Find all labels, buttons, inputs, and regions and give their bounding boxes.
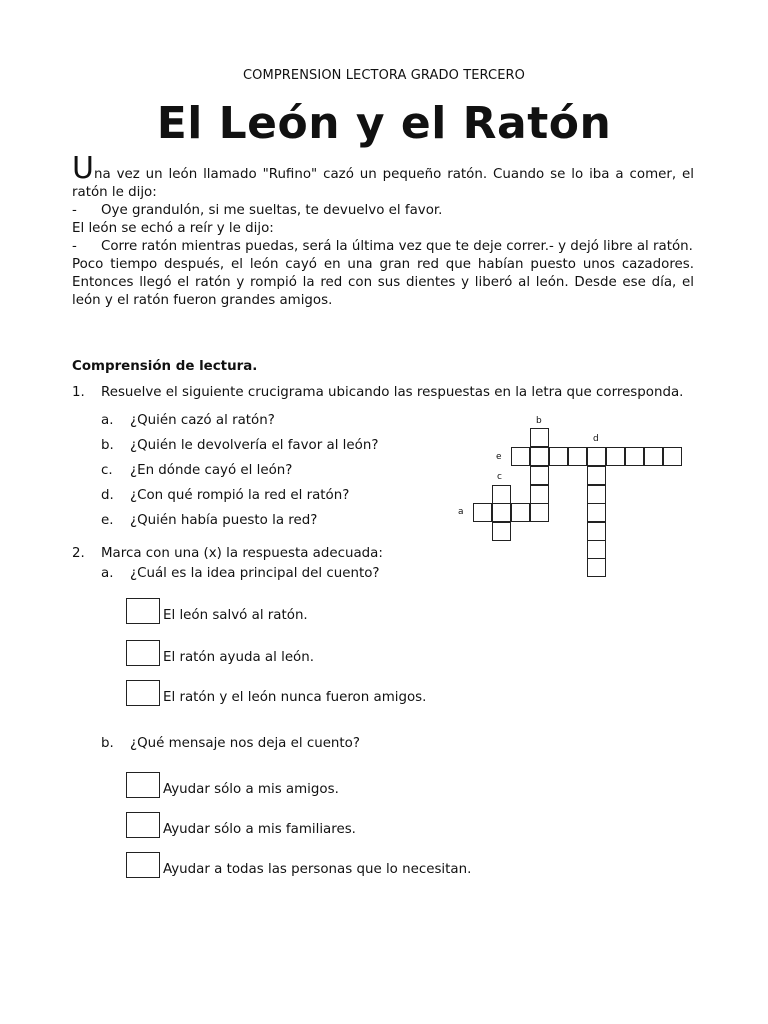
crossword-cell[interactable] (549, 447, 568, 466)
clue-letter: e. (101, 513, 114, 528)
answer-checkbox[interactable] (126, 598, 160, 624)
dialog-text-2: Corre ratón mientras puedas, será la última vez que te deje correr.- y dejó libre al ratón. (101, 239, 693, 254)
clue-e (101, 508, 378, 533)
clue-letter: b. (101, 438, 114, 453)
crossword-cell[interactable] (587, 558, 606, 577)
question-2 (72, 546, 383, 561)
option-label: Ayudar sólo a mis amigos. (163, 782, 339, 797)
worksheet-header: COMPRENSION LECTORA GRADO TERCERO (243, 68, 525, 83)
answer-checkbox[interactable] (126, 680, 160, 706)
answer-checkbox[interactable] (126, 812, 160, 838)
option-2a-2 (126, 640, 546, 670)
clue-c (101, 458, 378, 483)
comprehension-heading: Comprensión de lectura. (72, 359, 258, 374)
clue-text: ¿Con qué rompió la red el ratón? (130, 488, 350, 503)
option-2b-2 (126, 812, 546, 842)
question-2-text: Marca con una (x) la respuesta adecuada: (101, 546, 383, 561)
answer-checkbox[interactable] (126, 640, 160, 666)
question-2b-text: ¿Qué mensaje nos deja el cuento? (130, 736, 360, 751)
clue-text: ¿Quién había puesto la red? (130, 513, 318, 528)
dialog-line-1 (72, 202, 694, 220)
option-2a-3 (126, 680, 546, 710)
dialog-dash: - (72, 239, 77, 254)
crossword-clues (101, 408, 378, 533)
story-line-2: El león se echó a reír y le dijo: (72, 221, 274, 236)
story-title: El León y el Ratón (156, 98, 612, 149)
question-2a (101, 566, 380, 581)
answer-checkbox[interactable] (126, 852, 160, 878)
sub-question-letter: b. (101, 736, 114, 751)
dialog-dash: - (72, 203, 77, 218)
crossword-cell[interactable] (663, 447, 682, 466)
story-line-1: na vez un león llamado "Rufino" cazó un pequeño ratón. Cuando se lo iba a comer, el ratón le dijo: (72, 167, 694, 200)
crossword-cell[interactable] (587, 485, 606, 504)
question-1-text: Resuelve el siguiente crucigrama ubicando las respuestas en la letra que corresponda. (101, 385, 684, 400)
clue-letter: c. (101, 463, 113, 478)
dialog-text-1: Oye grandulón, si me sueltas, te devuelvo el favor. (101, 203, 443, 218)
crossword-label-e: e (496, 452, 502, 462)
crossword-cell[interactable] (530, 503, 549, 522)
crossword-cell[interactable] (530, 447, 549, 466)
clue-text: ¿Quién cazó al ratón? (130, 413, 275, 428)
option-2b-1 (126, 772, 546, 802)
story-paragraph-1 (72, 151, 694, 202)
clue-b (101, 433, 378, 458)
clue-text: ¿Quién le devolvería el favor al león? (130, 438, 379, 453)
clue-d (101, 483, 378, 508)
question-2b (101, 736, 360, 751)
option-label: Ayudar a todas las personas que lo necesitan. (163, 862, 472, 877)
crossword-label-b: b (536, 416, 542, 426)
crossword-cell[interactable] (530, 428, 549, 447)
sub-question-letter: a. (101, 566, 114, 581)
option-label: Ayudar sólo a mis familiares. (163, 822, 356, 837)
drop-cap: U (72, 151, 94, 186)
option-label: El ratón ayuda al león. (163, 650, 314, 665)
story-text (72, 151, 694, 310)
question-number: 1. (72, 385, 85, 400)
crossword-cell[interactable] (587, 522, 606, 541)
crossword-cell[interactable] (530, 485, 549, 504)
dialog-line-2 (72, 238, 694, 256)
clue-text: ¿En dónde cayó el león? (130, 463, 293, 478)
option-label: El ratón y el león nunca fueron amigos. (163, 690, 427, 705)
crossword-cell[interactable] (492, 522, 511, 541)
option-2b-3 (126, 852, 546, 882)
crossword-cell[interactable] (587, 503, 606, 522)
question-number: 2. (72, 546, 85, 561)
crossword-cell[interactable] (587, 466, 606, 485)
crossword-cell[interactable] (606, 447, 625, 466)
crossword-cell[interactable] (530, 466, 549, 485)
option-2a-1 (126, 598, 546, 628)
crossword-label-a: a (458, 507, 464, 517)
question-1 (72, 385, 712, 400)
clue-a (101, 408, 378, 433)
question-2a-text: ¿Cuál es la idea principal del cuento? (130, 566, 380, 581)
answer-checkbox[interactable] (126, 772, 160, 798)
crossword-cell[interactable] (492, 503, 511, 522)
crossword-cell[interactable] (511, 503, 530, 522)
crossword-cell[interactable] (587, 540, 606, 559)
crossword-cell[interactable] (473, 503, 492, 522)
crossword-cell[interactable] (587, 447, 606, 466)
crossword-label-c: c (497, 472, 502, 482)
clue-letter: d. (101, 488, 114, 503)
crossword-cell[interactable] (644, 447, 663, 466)
crossword-cell[interactable] (492, 485, 511, 504)
option-label: El león salvó al ratón. (163, 608, 308, 623)
crossword-cell[interactable] (625, 447, 644, 466)
story-line-3: Poco tiempo después, el león cayó en una gran red que habían puesto unos cazadores. Entonces llegó el ratón y rompió la red con sus dientes y liberó al león. Desde ese día, el león y el ratón fueron grandes amigos. (72, 257, 694, 308)
crossword-label-d: d (593, 434, 599, 444)
crossword-cell[interactable] (568, 447, 587, 466)
crossword-cell[interactable] (511, 447, 530, 466)
clue-letter: a. (101, 413, 114, 428)
